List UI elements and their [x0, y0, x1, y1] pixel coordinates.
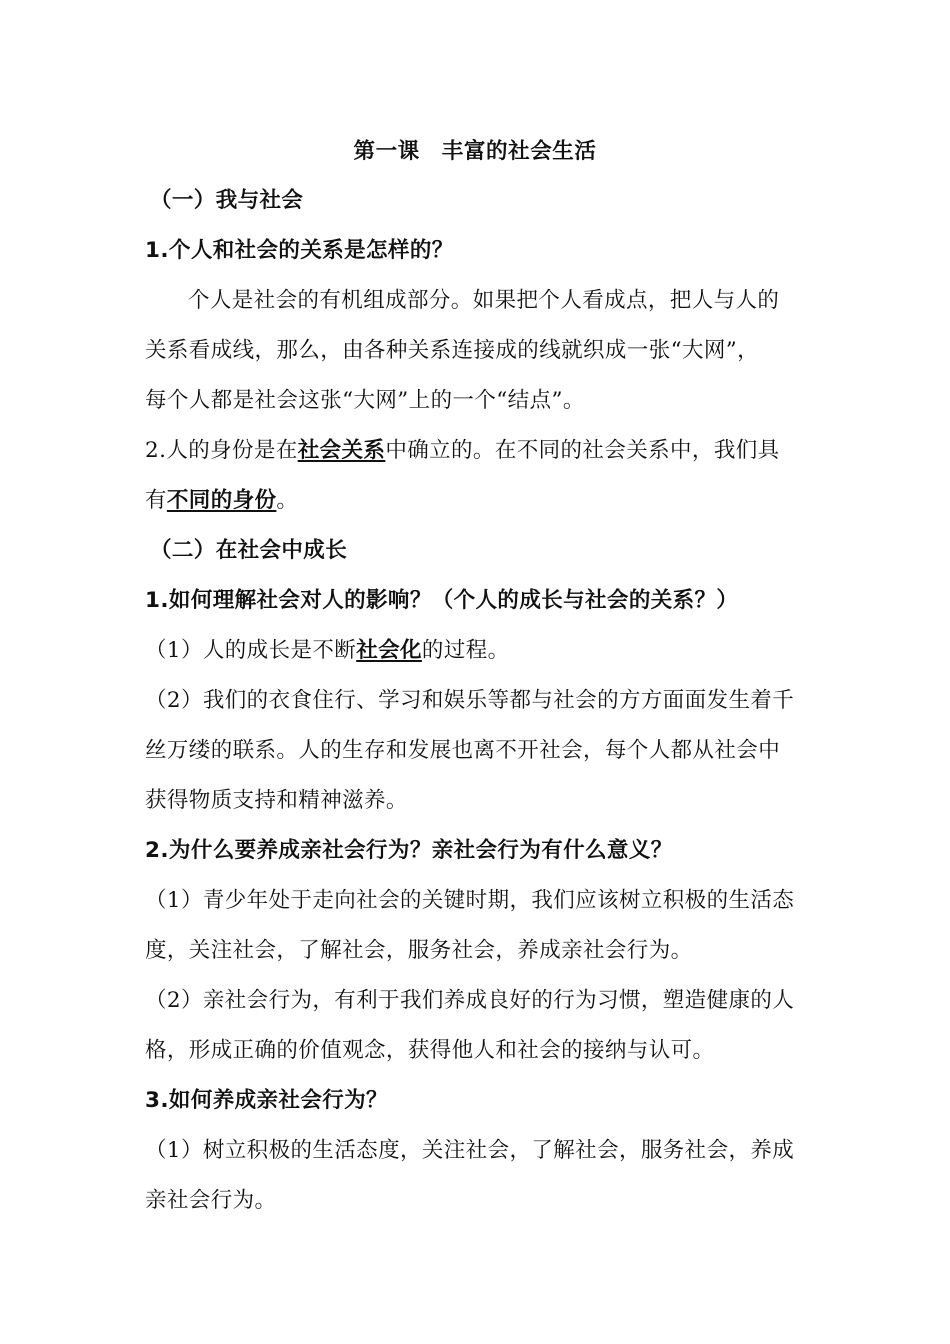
point-1-2-line-2	[145, 486, 815, 516]
key-term-socialization: 社会化	[356, 638, 422, 663]
question-2-2: 2.为什么要养成亲社会行为？亲社会行为有什么意义？	[145, 838, 673, 863]
answer-1-1-line-3: 每个人都是社会这张“大网”上的一个“结点”。	[145, 388, 585, 413]
lesson-title	[0, 137, 950, 167]
point-1-2-line-1	[145, 436, 815, 466]
text-fragment: （1）人的成长是不断	[145, 638, 357, 663]
answer-2-2-p1-line-2: 度，关注社会，了解社会，服务社会，养成亲社会行为。	[145, 938, 693, 963]
text-fragment: 。	[276, 488, 299, 513]
answer-1-1-line-1: 个人是社会的有机组成部分。如果把个人看成点，把人与人的	[188, 288, 780, 313]
answer-2-3-p1-line-1: （1）树立积极的生活态度，关注社会，了解社会，服务社会，养成	[145, 1138, 795, 1163]
section-heading-1: （一）我与社会	[150, 188, 304, 213]
answer-2-3-p1-line-2: 亲社会行为。	[145, 1188, 277, 1213]
text-fragment: 的过程。	[421, 638, 510, 663]
key-term-social-relations: 社会关系	[297, 438, 386, 463]
answer-2-1-p2-line-2: 丝万缕的联系。人的生存和发展也离不开社会，每个人都从社会中	[145, 738, 781, 763]
text-fragment: 中确立的。在不同的社会关系中，我们具	[385, 438, 780, 463]
text-fragment: 2.人的身份是在	[145, 438, 298, 463]
lesson-number: 第一课	[353, 139, 420, 164]
answer-2-2-p2-line-2: 格，形成正确的价值观念，获得他人和社会的接纳与认可。	[145, 1038, 715, 1063]
answer-2-1-p2-line-1: （2）我们的衣食住行、学习和娱乐等都与社会的方方面面发生着千	[145, 688, 795, 713]
section-heading-2: （二）在社会中成长	[150, 538, 348, 563]
question-2-1: 1.如何理解社会对人的影响？（个人的成长与社会的关系？）	[145, 588, 739, 613]
answer-1-1-line-2: 关系看成线，那么，由各种关系连接成的线就织成一张“大网”，	[145, 338, 760, 363]
question-1-1: 1.个人和社会的关系是怎样的？	[145, 238, 454, 263]
text-fragment: 有	[145, 488, 167, 513]
answer-2-1-p1	[145, 636, 815, 666]
answer-2-1-p2-line-3: 获得物质支持和精神滋养。	[145, 788, 408, 813]
key-term-different-identities: 不同的身份	[166, 488, 277, 513]
lesson-name: 丰富的社会生活	[441, 139, 597, 164]
question-2-3: 3.如何养成亲社会行为？	[145, 1088, 388, 1113]
answer-2-2-p2-line-1: （2）亲社会行为，有利于我们养成良好的行为习惯，塑造健康的人	[145, 988, 795, 1013]
answer-2-2-p1-line-1: （1）青少年处于走向社会的关键时期，我们应该树立积极的生活态	[145, 888, 795, 913]
